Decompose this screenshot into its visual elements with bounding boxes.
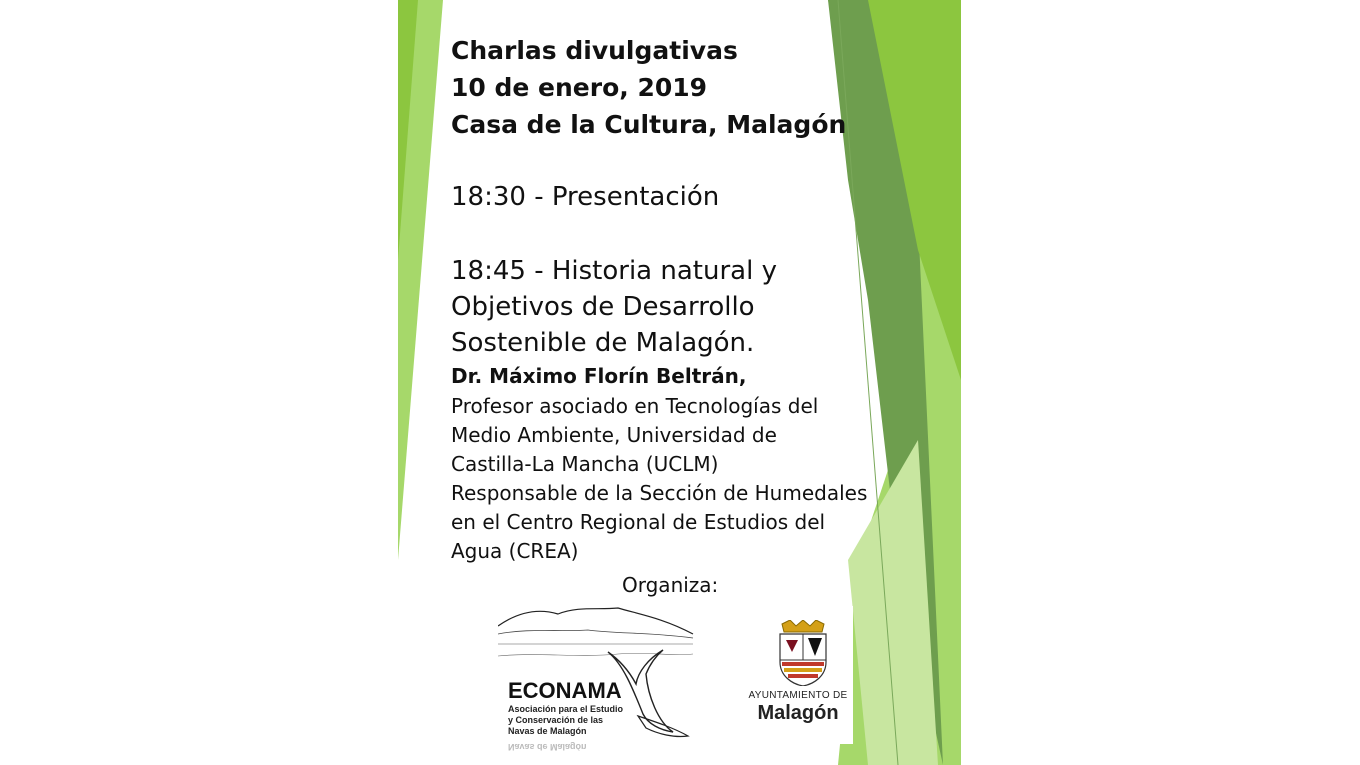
speaker-bio-line: Profesor asociado en Tecnologías del <box>451 394 819 418</box>
econama-name: ECONAMA <box>508 678 622 703</box>
ayuntamiento-crest-icon <box>776 620 830 686</box>
schedule-item-presentation: 18:30 - Presentación <box>451 182 720 212</box>
econama-subtitle-line: Asociación para el Estudio <box>508 704 624 714</box>
event-venue: Casa de la Cultura, Malagón <box>451 110 847 139</box>
schedule-item-talk-line: Sostenible de Malagón. <box>451 328 755 358</box>
speaker-bio-line: Agua (CREA) <box>451 539 579 563</box>
speaker-bio-line: Responsable de la Sección de Humedales <box>451 481 868 505</box>
ayuntamiento-town: Malagón <box>757 702 839 724</box>
econama-subtitle <box>508 704 658 737</box>
poster-title: Charlas divulgativas <box>451 36 738 65</box>
speaker-bio-line: en el Centro Regional de Estudios del <box>451 510 826 534</box>
ayuntamiento-label: AYUNTAMIENTO DE <box>748 690 848 701</box>
econama-mirrored-text: Navas de Malagón <box>508 742 587 752</box>
speaker-bio-line: Castilla-La Mancha (UCLM) <box>451 452 719 476</box>
event-date: 10 de enero, 2019 <box>451 73 708 102</box>
schedule-item-talk-line: Objetivos de Desarrollo <box>451 292 755 322</box>
econama-subtitle-line: Navas de Malagón <box>508 726 587 736</box>
event-poster <box>398 0 961 765</box>
econama-subtitle-line: y Conservación de las <box>508 715 604 725</box>
speaker-name: Dr. Máximo Florín Beltrán, <box>451 364 747 388</box>
speaker-bio-line: Medio Ambiente, Universidad de <box>451 423 777 447</box>
schedule-item-talk-line: 18:45 - Historia natural y <box>451 256 777 286</box>
organizers-label: Organiza: <box>622 573 719 597</box>
